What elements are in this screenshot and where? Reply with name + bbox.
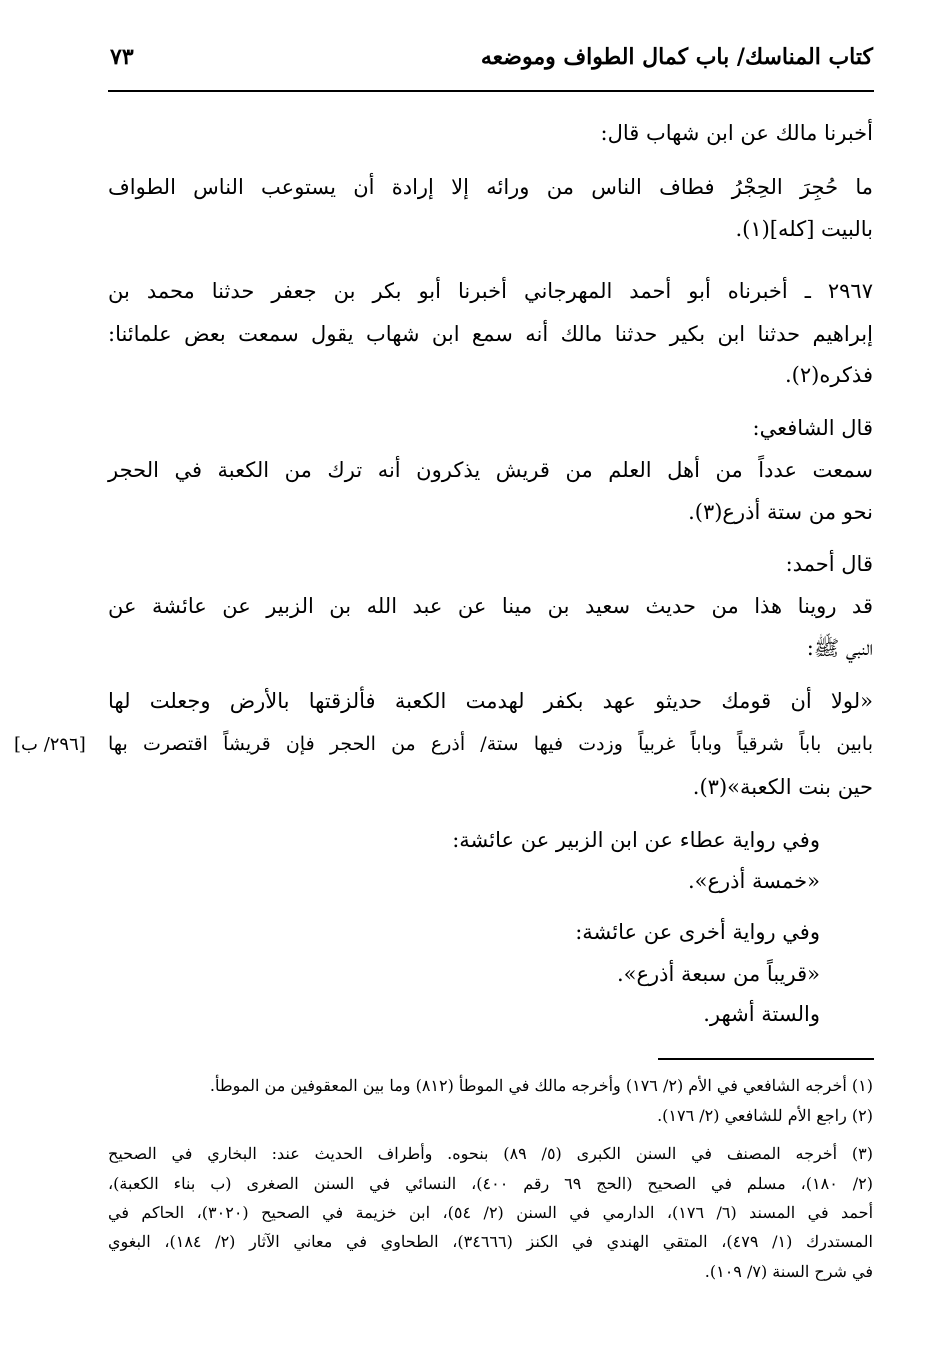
footnote-line: (٢/ ١٨٠)، مسلم في الصحيح (الحج ٦٩ رقم ٤٠٠)، النسائي في السنن الصغرى (ب بناء الكعبة)، (108, 1174, 873, 1193)
footnote-line: أحمد في المسند (٦/ ١٧٦)، الدارمي في السنن (٢/ ٥٤)، ابن خزيمة في الصحيح (٣٠٢٠)، الحاكم في (108, 1203, 874, 1222)
body-line: سمعت عدداً من أهل العلم من قريش يذكرون أنه ترك من الكعبة في الحجر (108, 458, 873, 482)
body-line: «قريباً من سبعة أذرع». (616, 962, 820, 986)
running-header (108, 44, 873, 90)
body-line: حين بنت الكعبة»(٣). (692, 775, 873, 799)
footnote-line: (٣) أخرجه المصنف في السنن الكبرى (٥/ ٨٩) بنحوه. وأطراف الحديث عند: البخاري في الصحيح (108, 1144, 874, 1163)
body-line: إبراهيم حدثنا ابن بكير حدثنا مالك أنه سمع ابن شهاب يقول سمعت بعض علمائنا: (108, 322, 873, 346)
body-line: ما حُجِرَ الحِجْرُ فطاف الناس من ورائه إلا إرادة أن يستوعب الناس الطواف (108, 175, 873, 199)
footnote-line: المستدرك (١/ ٤٧٩)، المتقي الهندي في الكنز (٣٤٦٦٦)، الطحاوي في معاني الآثار (٢/ ١٨٤)، البغوي (108, 1232, 873, 1251)
body-line: قال أحمد: (785, 552, 873, 576)
body-line: فذكره(٢). (785, 363, 873, 387)
footnote-line: في شرح السنة (٧/ ١٠٩). (704, 1262, 873, 1281)
body-line: والستة أشهر. (703, 1002, 820, 1026)
body-line: قد روينا هذا من حديث سعيد بن مينا عن عبد الله بن الزبير عن عائشة عن (108, 594, 873, 618)
body-line: قال الشافعي: (752, 416, 873, 440)
body-line: «لولا أن قومك حديثو عهد بكفر لهدمت الكعبة فألزقتها بالأرض وجعلت لها (108, 689, 873, 713)
page-number: ٧٣ (110, 44, 134, 70)
body-line: «خمسة أذرع». (687, 869, 820, 893)
footnote-divider (658, 1058, 874, 1060)
body-line: النبي ﷺ: (806, 636, 873, 660)
footnote-line: (٢) راجع الأم للشافعي (٢/ ١٧٦). (657, 1106, 873, 1125)
header-divider (108, 90, 874, 92)
body-line: نحو من ستة أذرع(٣). (688, 500, 873, 524)
body-line: بالبيت [كله](١). (735, 217, 873, 241)
chapter-title: كتاب المناسك/ باب كمال الطواف وموضعه (480, 44, 873, 70)
body-line: بابين باباً شرقياً وباباً غربياً وزدت فيها ستة/ أذرع من الحجر فإن قريشاً اقتصرت بها (108, 733, 873, 755)
body-line: وفي رواية عطاء عن ابن الزبير عن عائشة: (452, 828, 820, 852)
manuscript-folio-marker: [٢٩٦/ ب] (14, 734, 86, 755)
body-line: وفي رواية أخرى عن عائشة: (575, 920, 820, 944)
body-line: ٢٩٦٧ ـ أخبرناه أبو أحمد المهرجاني أخبرنا أبو بكر بن جعفر حدثنا محمد بن (108, 279, 873, 303)
body-line: أخبرنا مالك عن ابن شهاب قال: (600, 121, 873, 145)
footnote-line: (١) أخرجه الشافعي في الأم (٢/ ١٧٦) وأخرجه مالك في الموطأ (٨١٢) وما بين المعقوفين من الموطأ. (209, 1076, 873, 1095)
